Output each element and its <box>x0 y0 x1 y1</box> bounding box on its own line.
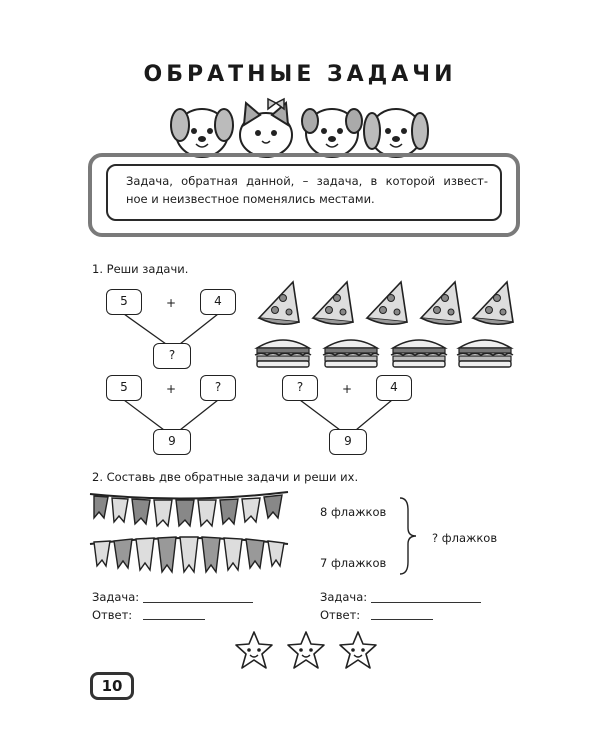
task-line-left[interactable] <box>143 602 253 603</box>
task2-title: 2. Составь две обратные задачи и реши их. <box>92 470 359 484</box>
answer-label-right: Ответ: <box>320 608 361 622</box>
flags-bottom-label: 7 флажков <box>320 556 387 570</box>
tree-c-left-box[interactable]: ? <box>282 375 318 401</box>
star-face-icon <box>288 632 324 668</box>
sandwich-icon <box>255 340 311 367</box>
tree-b-left-box[interactable]: 5 <box>106 375 142 401</box>
sandwich-icon <box>323 340 379 367</box>
tree-a-plus: + <box>166 296 177 310</box>
sandwich-icon <box>391 340 447 367</box>
rule-line-1: Задача, обратная данной, – задача, в которой извест- <box>126 174 488 188</box>
tree-a-result-box[interactable]: ? <box>153 343 191 369</box>
star-face-icon <box>236 632 272 668</box>
answer-line-left[interactable] <box>143 619 205 620</box>
task-label-right: Задача: <box>320 590 368 604</box>
sandwich-icon <box>457 340 513 367</box>
pizza-icon <box>421 282 461 324</box>
pizza-icon <box>313 282 353 324</box>
brace-icon <box>398 496 418 576</box>
stars-illustration <box>234 628 384 672</box>
task-line-right[interactable] <box>371 602 481 603</box>
tree-b-result-box[interactable]: 9 <box>153 429 191 455</box>
flags-total-label: ? флажков <box>432 531 498 545</box>
tree-a-left-box[interactable]: 5 <box>106 289 142 315</box>
pizza-icon <box>259 282 299 324</box>
task1-title: 1. Реши задачи. <box>92 262 189 276</box>
answer-line-right[interactable] <box>371 619 433 620</box>
tree-b-plus: + <box>166 382 177 396</box>
answer-label-left: Ответ: <box>92 608 133 622</box>
star-face-icon <box>340 632 376 668</box>
task-label-left: Задача: <box>92 590 140 604</box>
pizza-icon <box>473 282 513 324</box>
tree-c-right-box[interactable]: 4 <box>376 375 412 401</box>
flag-garland-icon <box>88 488 298 588</box>
tree-c-plus: + <box>342 382 353 396</box>
rule-line-2: ное и неизвестное поменялись местами. <box>126 192 375 206</box>
tree-b-right-box[interactable]: ? <box>200 375 236 401</box>
pizza-icon <box>367 282 407 324</box>
page-number: 10 <box>90 672 134 700</box>
tree-c-result-box[interactable]: 9 <box>329 429 367 455</box>
flags-top-label: 8 флажков <box>320 505 387 519</box>
tree-a-right-box[interactable]: 4 <box>200 289 236 315</box>
page-title: ОБРАТНЫЕ ЗАДАЧИ <box>143 62 457 87</box>
food-illustration <box>255 278 515 378</box>
